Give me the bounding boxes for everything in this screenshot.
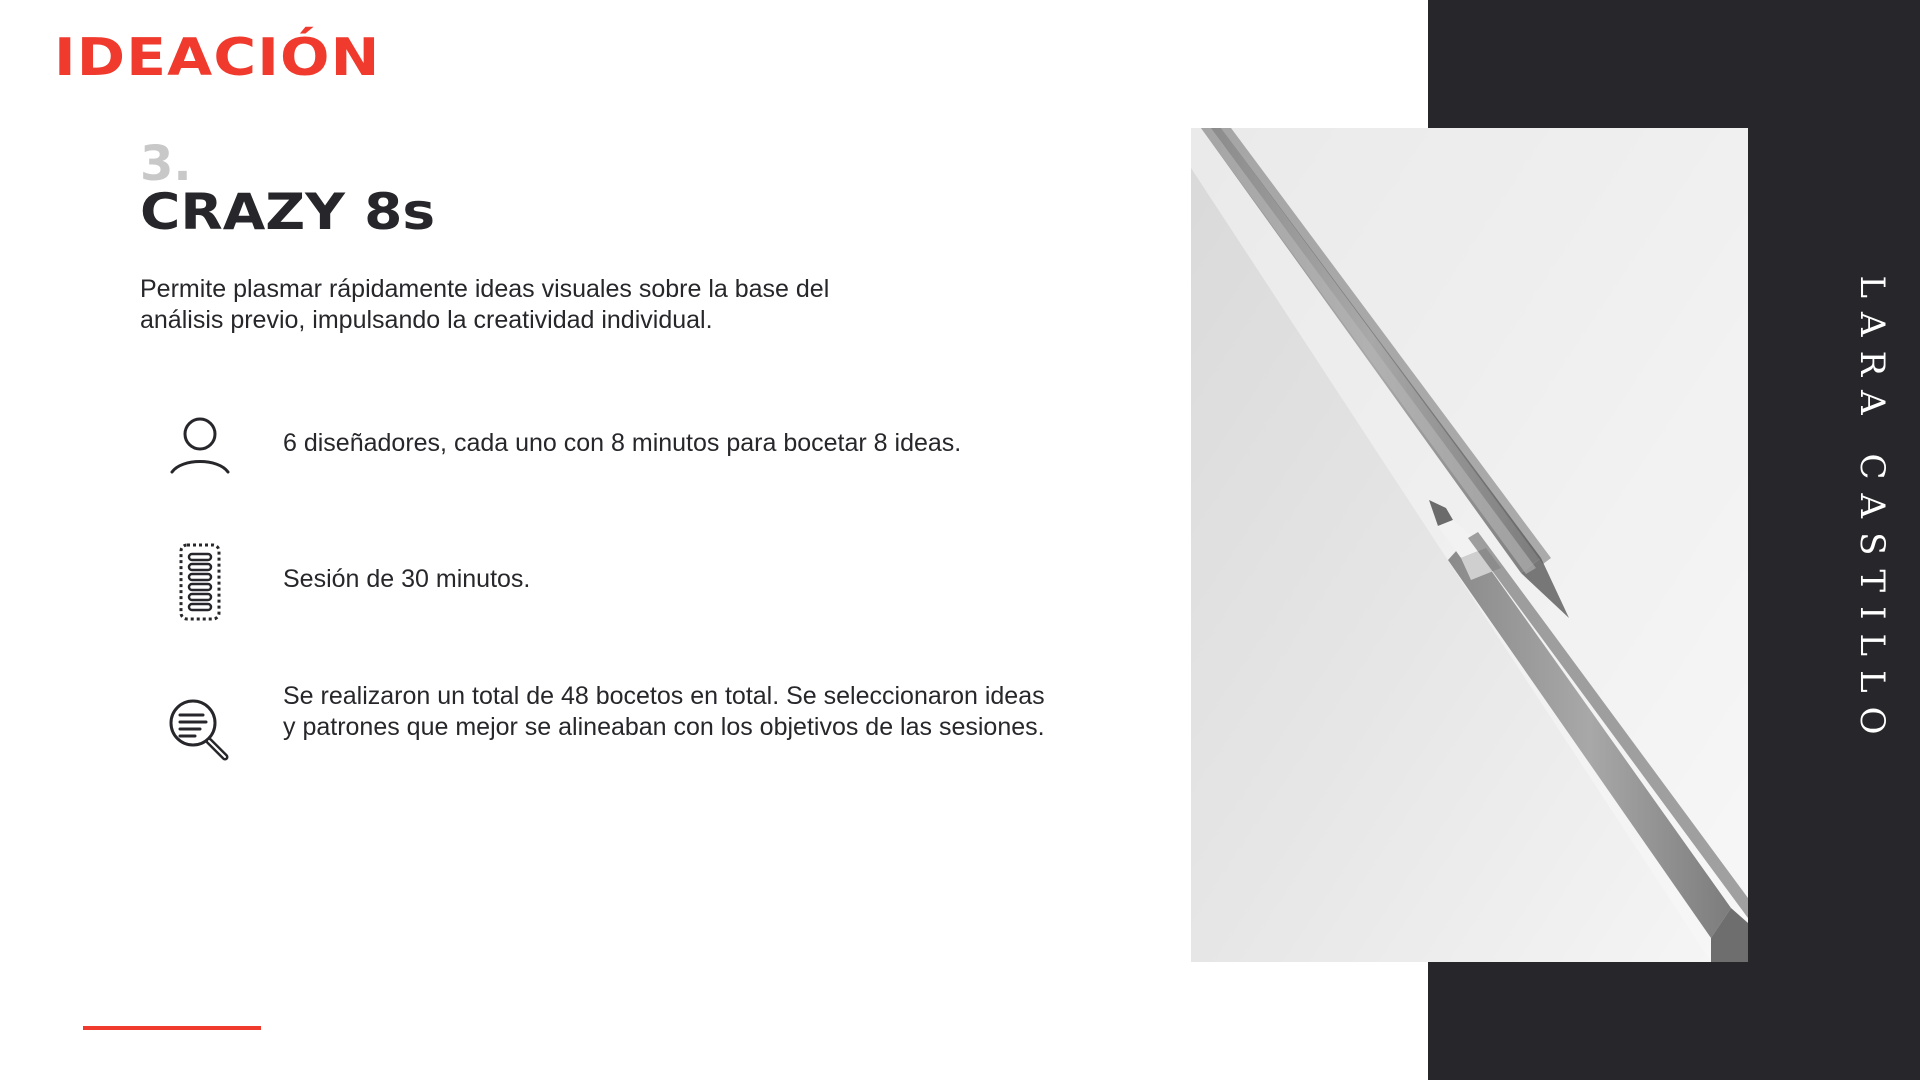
user-icon [165,406,235,486]
info-item-sketches [165,682,1045,770]
info-item-designers [165,406,962,486]
step-intro: Permite plasmar rápidamente ideas visuales sobre la base del análisis previo, impulsando la creatividad individual. [140,275,830,334]
pencil-photo [1191,128,1748,962]
step-title: CRAZY 8s [140,183,436,241]
info-item-text: Se realizaron un total de 48 bocetos en total. Se seleccionaron ideas y patrones que mejor se alineaban con los objetivos de las sesiones. [283,682,1045,741]
step-number: 3. [140,136,192,192]
timer-icon [165,542,235,622]
search-document-icon [165,690,235,770]
info-item-text: Sesión de 30 minutos. [283,565,531,593]
brand-name: LARA CASTILLO [1852,275,1892,749]
section-title: IDEACIÓN [54,28,381,88]
accent-line [83,1026,261,1030]
info-item-text: 6 diseñadores, cada uno con 8 minutos para bocetar 8 ideas. [283,429,962,457]
info-item-session [165,542,531,622]
